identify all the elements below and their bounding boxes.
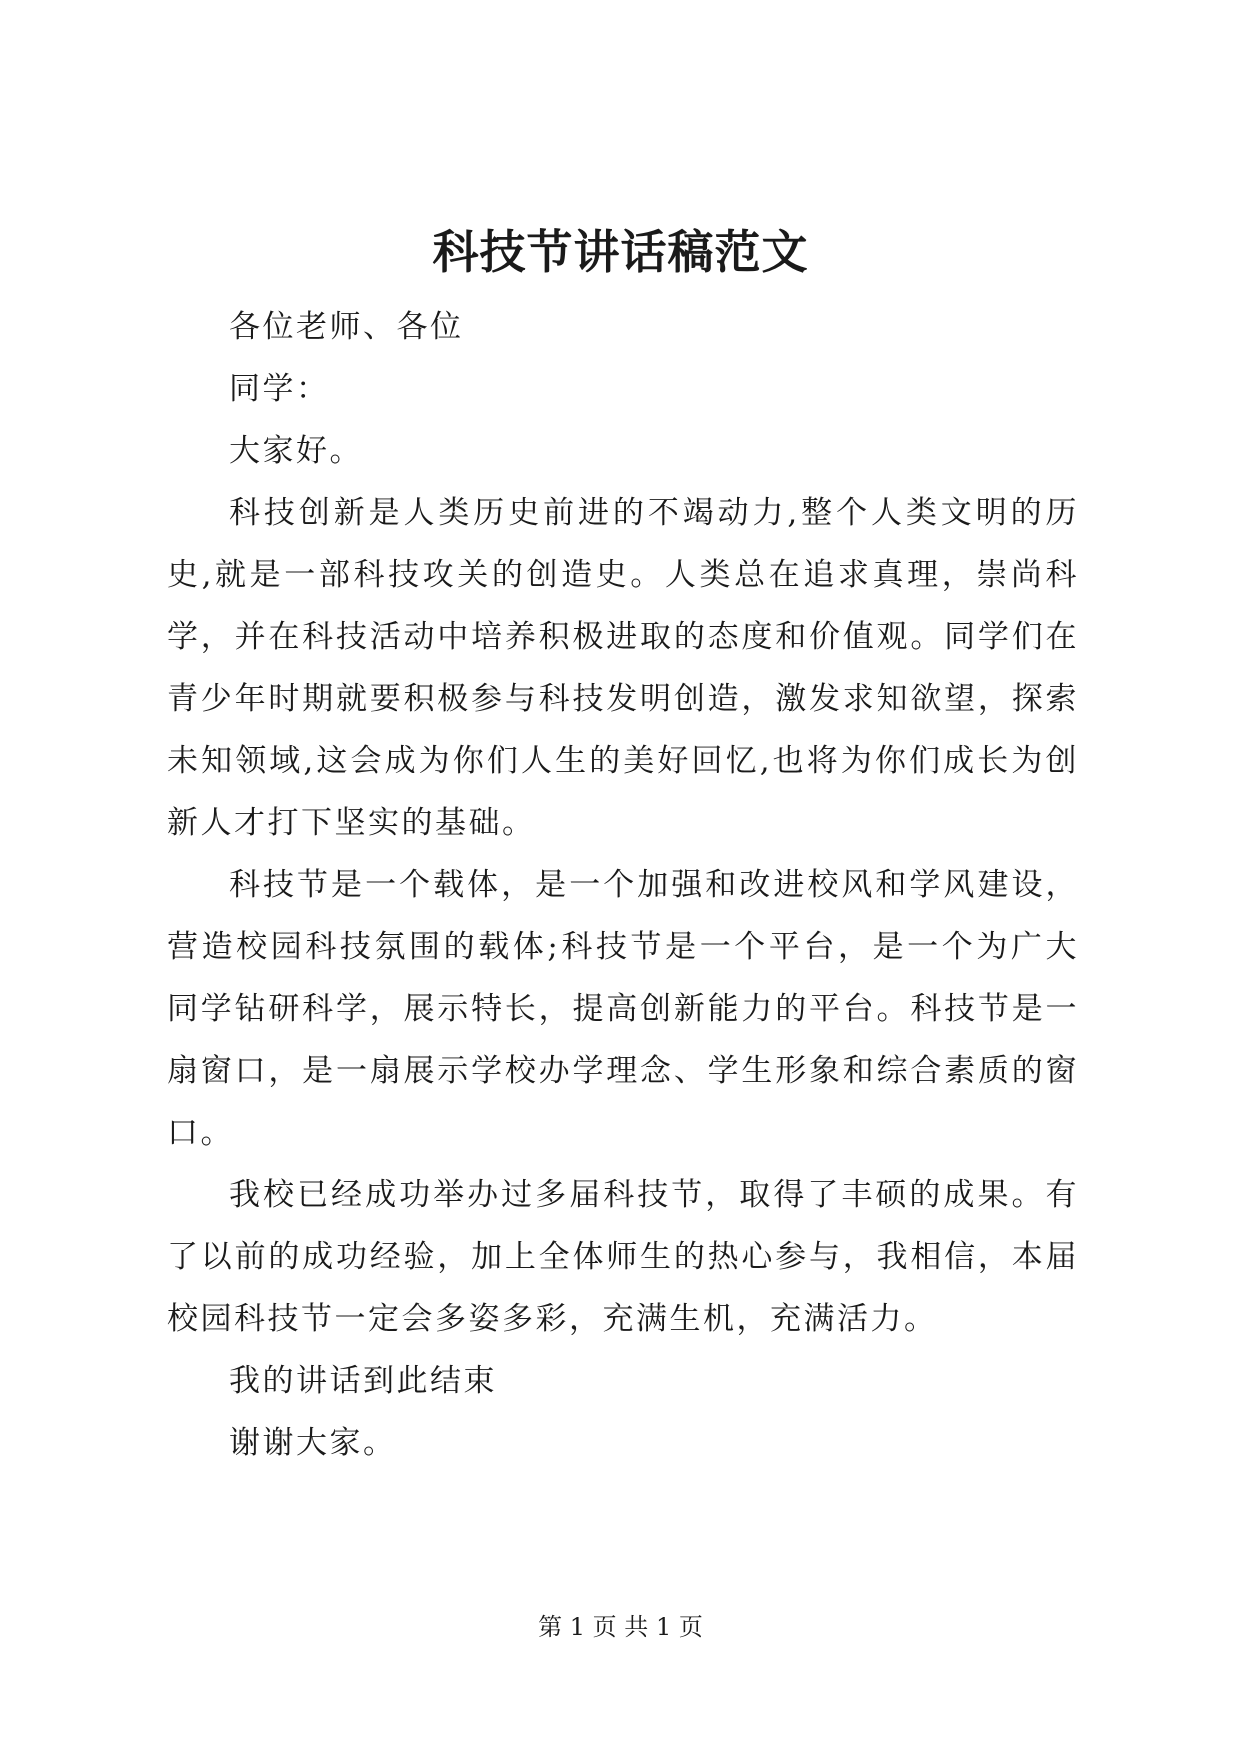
thanks-line: 谢谢大家。 [229, 1425, 397, 1461]
page-number-footer: 第 1 页 共 1 页 [538, 1613, 703, 1641]
salutation-line-2: 同学： [229, 371, 330, 407]
document-body [167, 296, 1079, 1474]
body-paragraph-innovation: 科技创新是人类历史前进的不竭动力,整个人类文明的历史,就是一部科技攻关的创造史。人类总在追求真理，崇尚科学，并在科技活动中培养积极进取的态度和价值观。同学们在青少年时期就要积极参与科技发明创造，激发求知欲望，探索未知领域,这会成为你们人生的美好回忆,也将为你们成长为创新人才打下坚实的基础。 [167, 495, 1079, 841]
closing-line: 我的讲话到此结束 [229, 1363, 497, 1399]
greeting: 大家好。 [229, 433, 363, 469]
salutation-line-1: 各位老师、各位 [229, 309, 464, 345]
document-title: 科技节讲话稿范文 [432, 225, 809, 279]
body-paragraph-platform: 科技节是一个载体，是一个加强和改进校风和学风建设，营造校园科技氛围的载体;科技节是一个平台，是一个为广大同学钻研科学，展示特长，提高创新能力的平台。科技节是一扇窗口，是一扇展示学校办学理念、学生形象和综合素质的窗口。 [167, 867, 1079, 1151]
body-paragraph-achievements: 我校已经成功举办过多届科技节，取得了丰硕的成果。有了以前的成功经验，加上全体师生的热心参与，我相信，本届校园科技节一定会多姿多彩，充满生机，充满活力。 [167, 1177, 1079, 1337]
